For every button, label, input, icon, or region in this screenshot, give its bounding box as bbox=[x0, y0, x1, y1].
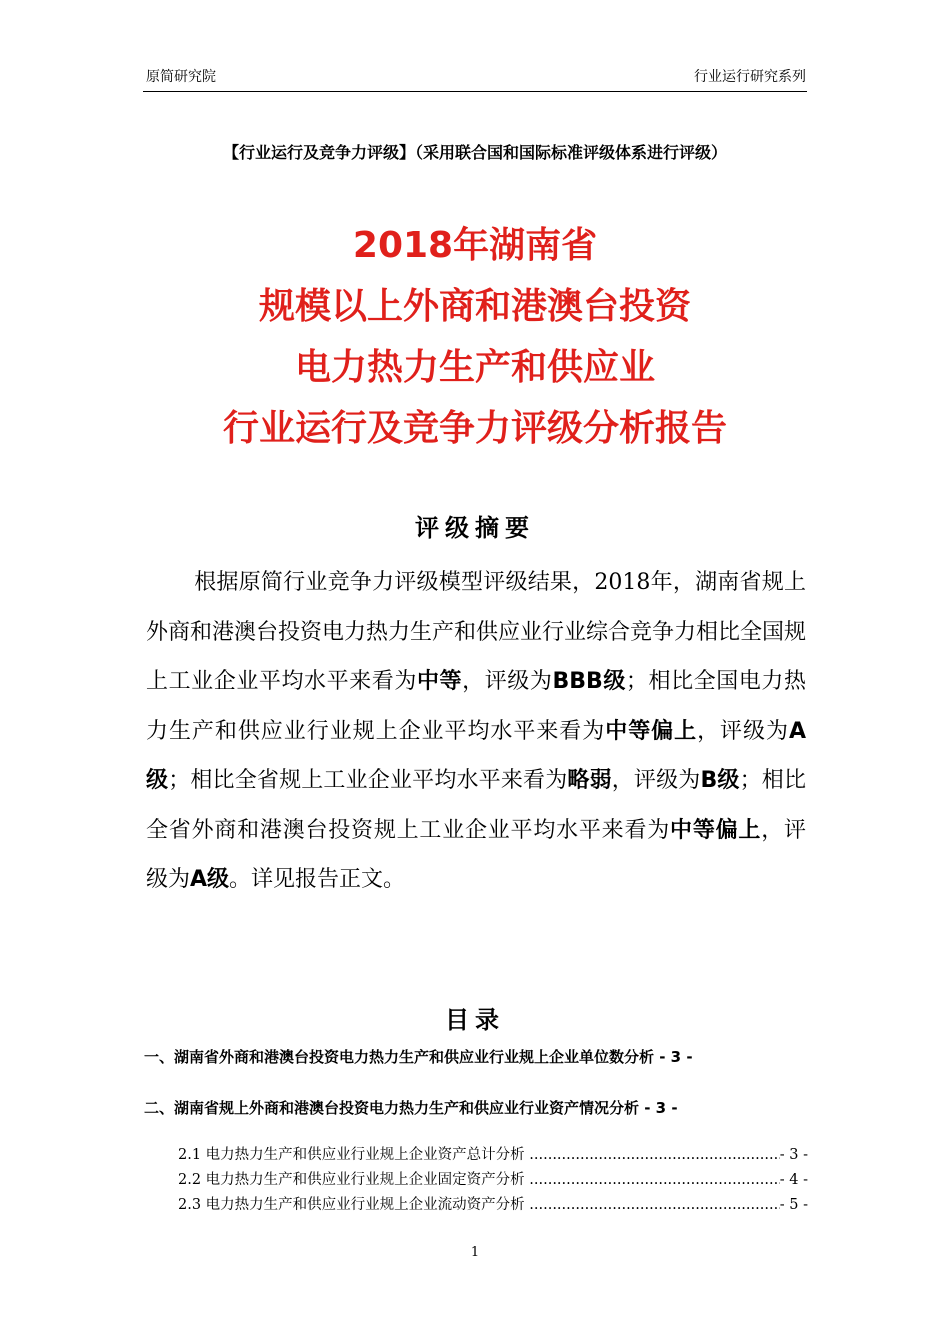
rating-grade: A级 bbox=[146, 718, 806, 793]
rating-level: 略弱 bbox=[567, 768, 612, 793]
header-right-text: 行业运行研究系列 bbox=[694, 69, 806, 85]
toc-subitem-2[interactable] bbox=[178, 1168, 808, 1192]
header-divider bbox=[143, 91, 807, 92]
toc-subitem-label: 2.3 电力热力生产和供应业行业规上企业流动资产分析 ..... bbox=[178, 1193, 780, 1217]
title-line-3: 电力热力生产和供应业 bbox=[294, 347, 655, 388]
toc-heading: 目录 bbox=[445, 1006, 505, 1034]
toc-subitem-page: - 4 - bbox=[779, 1172, 808, 1188]
report-title bbox=[0, 222, 950, 466]
rating-grade: B级 bbox=[700, 768, 740, 793]
summary-text: ，评级为 bbox=[611, 768, 701, 793]
summary-text: ；相比全省外商和港澳台投资规上工业企业平均水平来看为 bbox=[146, 768, 806, 843]
rating-tagline: 【行业运行及竞争力评级】（采用联合国和国际标准评级体系进行评级） bbox=[222, 143, 727, 162]
rating-level: 中等 bbox=[416, 669, 463, 694]
header-left-text: 原简研究院 bbox=[146, 69, 216, 85]
page-number: 1 bbox=[470, 1245, 480, 1260]
rating-level: 中等偏上 bbox=[605, 718, 698, 744]
summary-text: ，评级为 bbox=[146, 817, 806, 892]
rating-level: 中等偏上 bbox=[670, 817, 762, 843]
summary-text: ；相比全省规上工业企业平均水平来看为 bbox=[168, 768, 568, 793]
toc-subitem-label: 2.1 电力热力生产和供应业行业规上企业资产总计分析 ..... bbox=[178, 1143, 780, 1167]
summary-text: 根据原简行业竞争力评级模型评级结果，2018年，湖南省规上外商和港澳台投资电力热力生产和供应业行业综合竞争力相比全国规上工业企业平均水平来看为 bbox=[146, 570, 807, 694]
summary-text: 。详见报告正文。 bbox=[229, 867, 406, 892]
title-line-1: 2018年湖南省 bbox=[352, 225, 598, 266]
title-line-2: 规模以上外商和港澳台投资 bbox=[258, 286, 691, 327]
toc-subitem-label: 2.2 电力热力生产和供应业行业规上企业固定资产分析 ..... bbox=[178, 1168, 780, 1192]
toc-subitem-page: - 5 - bbox=[779, 1197, 808, 1213]
rating-grade: A级 bbox=[190, 867, 230, 892]
rating-grade: BBB级 bbox=[552, 669, 626, 694]
summary-text: ，评级为 bbox=[697, 718, 789, 744]
toc-subitem-3[interactable] bbox=[178, 1193, 808, 1217]
toc-subitem-1[interactable] bbox=[178, 1143, 808, 1167]
toc-item-2[interactable]: 二、湖南省规上外商和港澳台投资电力热力生产和供应业行业资产情况分析 - 3 - bbox=[144, 1099, 678, 1117]
title-line-4: 行业运行及竞争力评级分析报告 bbox=[222, 408, 727, 449]
summary-heading: 评级摘要 bbox=[415, 514, 535, 542]
toc-item-1[interactable]: 一、湖南省外商和港澳台投资电力热力生产和供应业行业规上企业单位数分析 - 3 - bbox=[144, 1048, 693, 1066]
summary-text: ，评级为 bbox=[462, 669, 553, 694]
toc-subitem-page: - 3 - bbox=[779, 1147, 808, 1163]
summary-text: ；相比全国电力热力生产和供应业行业规上企业平均水平来看为 bbox=[146, 669, 806, 744]
summary-paragraph bbox=[146, 558, 806, 905]
